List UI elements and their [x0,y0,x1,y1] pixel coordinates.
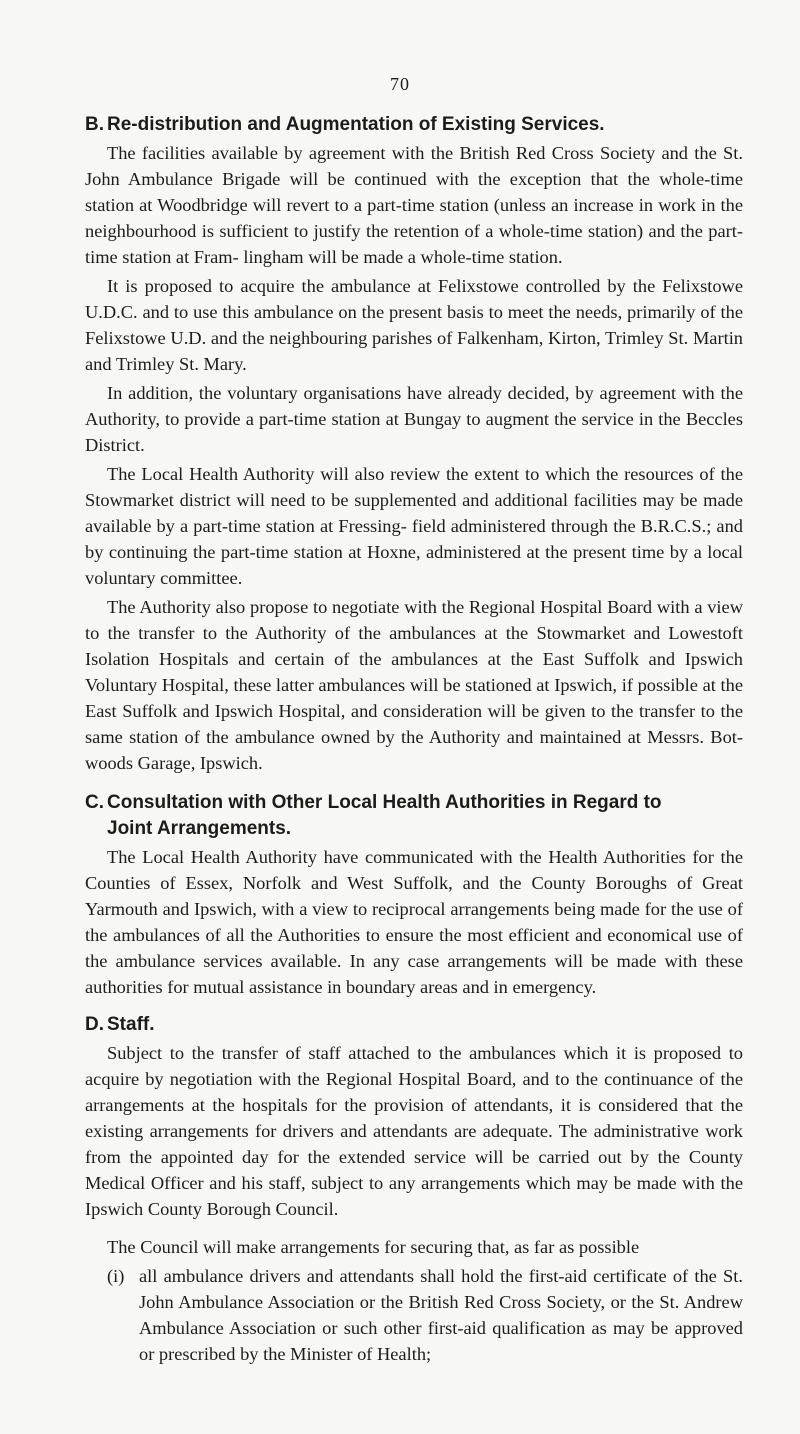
page-number: 70 [390,74,410,94]
section-d-title: Staff. [107,1014,155,1035]
section-c-heading [85,790,743,842]
section-b-paragraph-5: The Authority also propose to negotiate with the Regional Hospital Board with a view to the transfer to the Authority of the ambulances at the Stowmarket and Lowestoft Isolation Hospitals and certain of the ambulances at the East Suffolk and Ipswich Voluntary Hospital, these latter ambulances will be stationed at Ipswich, if possible at the East Suffolk and Ipswich Hospital, and consideration will be given to the transfer to the same station of the ambulance owned by the Authority and maintained at Messrs. Bot- woods Garage, Ipswich. [85,597,743,773]
section-d-heading [85,1012,743,1038]
section-b-paragraph-3: In addition, the voluntary organisations have already decided, by agreement with the Authority, to provide a part-time station at Bungay to augment the service in the Beccles District. [85,383,743,455]
section-c [85,790,743,1000]
section-b-paragraph-2: It is proposed to acquire the ambulance at Felixstowe controlled by the Felixstowe U.D.C. and to use this ambulance on the present basis to meet the needs, primarily of the Felixstowe U.D. and the neighbouring parishes of Falkenham, Kirton, Trimley St. Martin and Trimley St. Mary. [85,276,743,374]
list-item-number: (i) [107,1266,125,1286]
section-c-title-continued: Joint Arrangements. [107,818,292,839]
section-d-index: D. [85,1014,104,1035]
section-b-index: B. [85,114,104,135]
section-d-paragraph-1: Subject to the transfer of staff attached to the ambulances which it is proposed to acquire by negotiation with the Regional Hospital Board, and to the continuance of the arrangements at the hospitals for the provision of attendants, it is considered that the existing arrangements for drivers and attendants are adequate. The administrative work from the appointed day for the extended service will be carried out by the County Medical Officer and his staff, subject to any arrangements which may be made with the Ipswich County Borough Council. [85,1043,743,1219]
list-item-text: all ambulance drivers and attendants shall hold the first-aid certificate of the St. John Ambulance Association or the British Red Cross Society, or the St. Andrew Ambulance Association or such other first-aid qualification as may be approved or prescribed by the Minister of Health; [139,1266,743,1364]
list-item [85,1263,743,1367]
section-b-paragraph-1: The facilities available by agreement with the British Red Cross Society and the St. John Ambulance Brigade will be continued with the exception that the whole-time station at Woodbridge will revert to a part-time station (unless an increase in work in the neighbourhood is sufficient to justify the retention of a whole-time station) and the part-time station at Fram- lingham will be made a whole-time station. [85,143,743,267]
section-c-paragraph-1: The Local Health Authority have communicated with the Health Authorities for the Counties of Essex, Norfolk and West Suffolk, and the County Boroughs of Great Yarmouth and Ipswich, with a view to reciprocal arrangements being made for the use of the ambulances of all the Authorities to ensure the most efficient and economical use of the ambulance services available. In any case arrangements will be made with these authorities for mutual assistance in boundary areas and in emergency. [85,847,743,997]
section-b-heading [85,112,743,138]
page-content [85,74,743,1367]
section-b-paragraph-4: The Local Health Authority will also review the extent to which the resources of the Stowmarket district will need to be supplemented and additional facilities may be made available by a part-time station at Fressing- field administered through the B.R.C.S.; and by continuing the part-time station at Hoxne, administered at the present time by a local voluntary committee. [85,464,743,588]
section-b-title: Re-distribution and Augmentation of Existing Services. [107,114,605,135]
section-c-title: Consultation with Other Local Health Authorities in Regard to [107,792,662,813]
section-d [85,1012,743,1367]
section-b [85,112,743,776]
section-d-paragraph-2: The Council will make arrangements for securing that, as far as possible [107,1237,640,1257]
section-c-index: C. [85,792,104,813]
